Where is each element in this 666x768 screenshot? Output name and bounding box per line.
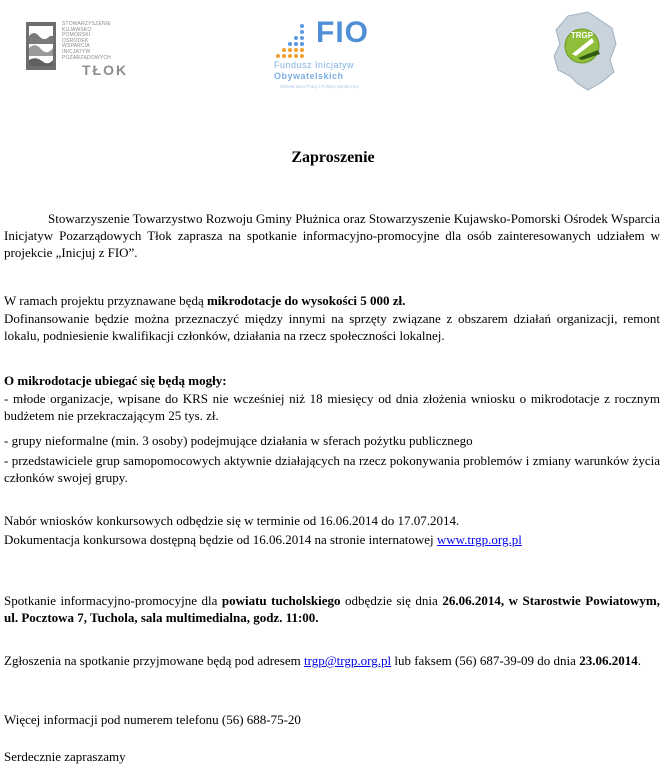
more-info-line: Więcej informacji pod numerem telefonu (56) 688-75-20 [4,712,301,727]
trgp-website-link[interactable]: www.trgp.org.pl [436,532,522,547]
tlok-small-text: STOWARZYSZENIE KUJAWSKO POMORSKI OŚRODEK WSPARCIA INICJATYW POZARZĄDOWYCH [62,21,111,61]
grants-prefix: W ramach projektu przyznawane będą [4,293,207,308]
meeting-details: 26.06.2014, w Starostwie Powiatowym, ul. Pocztowa 7, Tuchola, sala multimedialna, godz. 11:00. [4,593,660,626]
fio-dots-icon [274,20,310,60]
trgp-map-icon [548,10,620,92]
trgp-logo [548,10,620,92]
registration-paragraph [4,652,660,669]
meeting-paragraph [4,592,660,626]
fio-ministry-text: Ministerstwo Pracy i Polityki Społecznej [280,84,359,89]
grants-description: Dofinansowanie będzie można przeznaczyć między innymi na sprzęty związane z obszarem działań organizacji, remont lokalu, podniesienie kwalifikacji członków, działania na rzecz społeczności lokalnej. [4,311,660,344]
meeting-text-2: odbędzie się dnia [340,593,443,608]
eligible-item: - przedstawiciele grup samopomocowych aktywnie działających na rzecz pokonywania problemów i zmiany warunków życia członków swojej grupy. [4,453,660,486]
registration-text-1: Zgłoszenia na spotkanie przyjmowane będą pod adresem [4,653,304,668]
eligible-heading: O mikrodotacje ubiegać się będą mogły: [4,373,227,388]
recruitment-line: Nabór wniosków konkursowych odbędzie się w terminie od 16.06.2014 do 17.07.2014. [4,513,460,528]
email-link[interactable]: trgp@trgp.org.pl [303,653,392,668]
registration-text-3: . [637,653,641,668]
meeting-county: powiatu tucholskiego [221,593,341,608]
closing-line: Serdecznie zapraszamy [4,749,126,764]
fio-logo [270,14,400,92]
eligible-item: - grupy nieformalne (min. 3 osoby) podejmujące działania w sferach pożytku publicznego [4,433,473,448]
registration-deadline: 23.06.2014 [579,653,638,668]
intro-paragraph: Stowarzyszenie Towarzystwo Rozwoju Gminy Płużnica oraz Stowarzyszenie Kujawsko-Pomorski Ośrodek Wsparcia Inicjatyw Pozarządowych Tłok zaprasza na spotkanie informacyjno-promocyjne dla osób zainteresowanych udziałem w projekcie „Inicjuj z FIO”. [4,211,660,261]
grants-amount: mikrodotacje do wysokości 5 000 zł. [206,293,406,308]
tlok-logo [24,16,134,86]
fio-subtitle-2: Obywatelskich [274,71,344,81]
documentation-text: Dokumentacja konkursowa dostępną będzie od 16.06.2014 na stronie internatowej [4,532,437,547]
trgp-label: TRGP [570,31,594,40]
documentation-line [4,531,660,548]
fio-wordmark: FIO [316,16,369,49]
registration-text-2: lub faksem (56) 687-39-09 do dnia [391,653,580,668]
eligible-item: - młode organizacje, wpisane do KRS nie wcześniej niż 18 miesięcy od dnia złożenia wniosku o mikrodotacje z rocznym budżetem nie przekraczającym 25 tys. zł. [4,391,660,424]
tlok-wordmark: TŁOK [82,62,129,78]
meeting-text-1: Spotkanie informacyjno-promocyjne dla [4,593,222,608]
tlok-emblem-icon [26,22,56,70]
grants-line [4,292,660,309]
fio-subtitle-1: Fundusz Inicjatyw [274,60,355,70]
page-title: Zaproszenie [291,149,375,166]
